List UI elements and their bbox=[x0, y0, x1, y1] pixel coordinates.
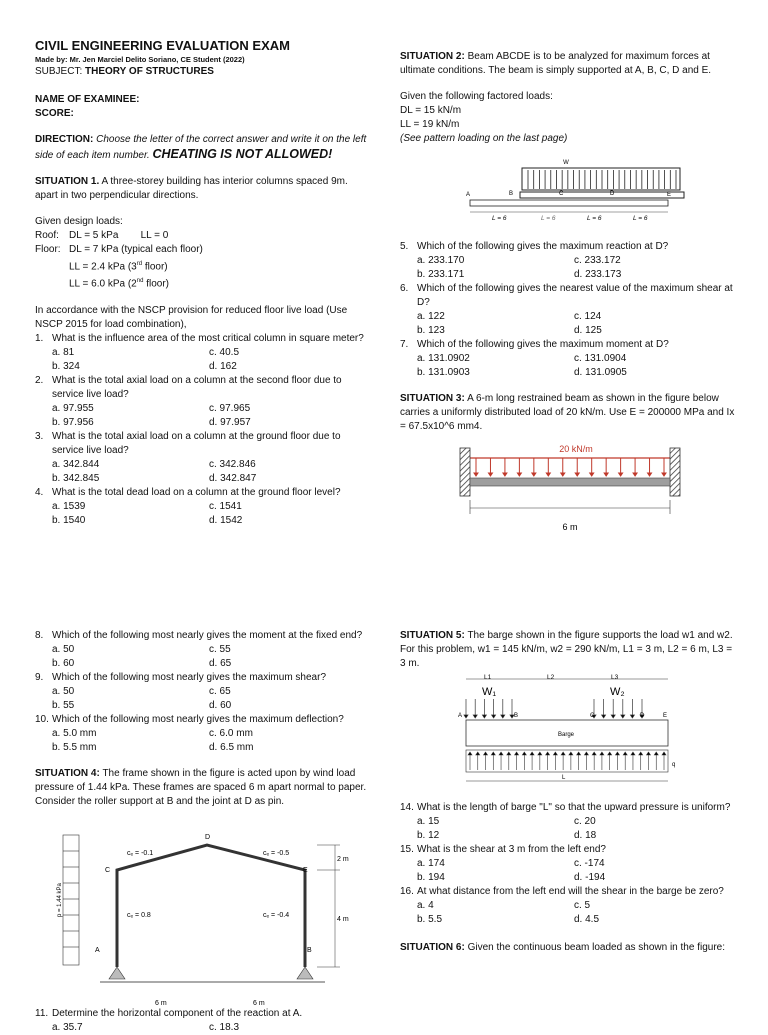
beam-abcde-figure bbox=[400, 154, 736, 234]
option-c[interactable]: c. 131.0904 bbox=[574, 353, 627, 364]
question-7-options bbox=[417, 352, 736, 380]
option-a[interactable]: a. 35.7 bbox=[52, 1022, 83, 1033]
arrow-head bbox=[464, 715, 468, 718]
question-3: 3. What is the total axial load on a column at the ground floor due to service live load? bbox=[35, 430, 341, 456]
option-a[interactable]: a. 122 bbox=[417, 311, 445, 322]
fig-a-label: A bbox=[466, 192, 471, 198]
option-c[interactable]: c. 40.5 bbox=[209, 346, 240, 358]
arrow-head bbox=[492, 715, 496, 718]
right-column-top bbox=[400, 50, 736, 540]
arrow-head bbox=[546, 473, 550, 476]
fig-w-label: W bbox=[563, 160, 569, 166]
option-d[interactable]: d. 18 bbox=[574, 830, 597, 841]
arrow-head bbox=[503, 473, 507, 476]
frame-members bbox=[117, 845, 305, 967]
option-d[interactable]: d. 1542 bbox=[209, 514, 243, 526]
situation6-intro: SITUATION 6: Given the continuous beam loaded as shown in the figure: bbox=[400, 942, 725, 953]
height-dims bbox=[317, 845, 340, 967]
span-4-label: L = 6 bbox=[633, 215, 648, 222]
left-column-bottom bbox=[35, 629, 370, 1035]
option-b[interactable]: b. 60 bbox=[52, 658, 75, 669]
exam-title: CIVIL ENGINEERING EVALUATION EXAM bbox=[35, 38, 290, 53]
question-10: 10. Which of the following most nearly gives the maximum deflection? bbox=[35, 714, 344, 725]
option-d[interactable]: d. 65 bbox=[209, 658, 232, 669]
option-a[interactable]: a. 15 bbox=[417, 816, 440, 827]
arrow-head bbox=[630, 715, 634, 718]
arrow-head bbox=[590, 473, 594, 476]
span-1-label: L = 6 bbox=[492, 215, 507, 222]
option-d[interactable]: d. 60 bbox=[209, 700, 232, 711]
coef-3: cₑ = 0.8 bbox=[127, 912, 151, 919]
fixed-beam-figure bbox=[400, 440, 736, 540]
option-a[interactable]: a. 4 bbox=[417, 900, 434, 911]
option-a[interactable]: a. 5.0 mm bbox=[52, 728, 97, 739]
option-a[interactable]: a. 50 bbox=[52, 686, 75, 697]
floor-ll-3rd: LL = 2.4 kPa (3rd floor) bbox=[69, 261, 168, 273]
question-5-options bbox=[417, 254, 736, 282]
arrow-head bbox=[604, 473, 608, 476]
question-16-options bbox=[417, 899, 736, 927]
label-c: C bbox=[590, 713, 595, 719]
w1-arrows bbox=[464, 699, 514, 718]
option-a[interactable]: a. 1539 bbox=[52, 500, 86, 512]
support-b bbox=[297, 967, 313, 979]
situation2-note: (See pattern loading on the last page) bbox=[400, 133, 568, 144]
option-d[interactable]: d. 4.5 bbox=[574, 914, 600, 925]
option-a[interactable]: a. 174 bbox=[417, 858, 445, 869]
question-6: 6. Which of the following gives the nearest value of the maximum shear at D? bbox=[400, 283, 733, 308]
situation2-ll: LL = 19 kN/m bbox=[400, 119, 460, 130]
situation2-intro: SITUATION 2: Beam ABCDE is to be analyzed for maximum forces at ultimate conditions. The beam is simply supported at A, B, C, D and E. bbox=[400, 51, 712, 76]
option-b[interactable]: b. 5.5 bbox=[417, 914, 443, 925]
option-b[interactable]: b. 233.171 bbox=[417, 269, 465, 280]
beam bbox=[470, 478, 670, 486]
pressure-diagram bbox=[63, 835, 79, 965]
frame-figure bbox=[35, 817, 370, 1007]
label-e: E bbox=[663, 713, 668, 719]
length-label: L bbox=[562, 775, 566, 781]
joint-b-label: B bbox=[307, 947, 312, 954]
option-d[interactable]: d. 97.957 bbox=[209, 416, 251, 428]
option-b[interactable]: b. 123 bbox=[417, 325, 445, 336]
width-2: 6 m bbox=[253, 1000, 265, 1007]
option-d[interactable]: d. 162 bbox=[209, 360, 237, 372]
floor-loads: Floor: DL = 7 kPa (typical each floor) bbox=[35, 244, 203, 255]
option-d[interactable]: d. 6.5 mm bbox=[209, 742, 254, 753]
option-c[interactable]: c. 5 bbox=[574, 900, 591, 911]
option-d[interactable]: d. 131.0905 bbox=[574, 367, 627, 378]
w2-arrows bbox=[592, 699, 644, 718]
option-a[interactable]: a. 97.955 bbox=[52, 402, 94, 414]
question-6-options bbox=[417, 310, 736, 338]
option-c[interactable]: c. 6.0 mm bbox=[209, 728, 253, 739]
joint-d-label: D bbox=[205, 834, 211, 841]
situation4-intro: SITUATION 4: The frame shown in the figure is acted upon by wind load pressure of 1.44 kPa. These frames are spaced 6 m apart normal to paper. Consider the roller support at B and the joint at D as pin. bbox=[35, 768, 367, 807]
question-1: 1. What is the influence area of the most critical column in square meter? bbox=[35, 332, 364, 344]
option-a[interactable]: a. 131.0902 bbox=[417, 353, 470, 364]
question-7: 7. Which of the following gives the maximum moment at D? bbox=[400, 339, 669, 350]
joint-c-label: C bbox=[105, 867, 111, 874]
barge-label: Barge bbox=[558, 732, 575, 738]
coef-1: cₑ = -0.1 bbox=[127, 850, 154, 857]
option-a[interactable]: a. 342.844 bbox=[52, 458, 100, 470]
situation1-intro: SITUATION 1. A three-storey building has interior columns spaced 9m. apart in two perpendicular directions. bbox=[35, 176, 348, 201]
left-wall bbox=[460, 448, 470, 496]
option-a[interactable]: a. 81 bbox=[52, 346, 75, 358]
coef-4: cₑ = -0.4 bbox=[263, 912, 290, 919]
fig-b-label: B bbox=[509, 191, 514, 197]
dim-l1: L1 bbox=[484, 674, 492, 681]
arrow-head bbox=[602, 715, 606, 718]
beam-body bbox=[520, 192, 684, 198]
option-c[interactable]: c. 55 bbox=[209, 644, 231, 655]
option-b[interactable]: b. 55 bbox=[52, 700, 75, 711]
question-15-options bbox=[417, 857, 736, 885]
situation3-intro: SITUATION 3: A 6-m long restrained beam as shown in the figure below carries a uniformly distributed load of 20 kN/m. Use E = 200000 MPa and Ix = 67.5x10^6 mm4. bbox=[400, 393, 735, 432]
support-a bbox=[109, 967, 125, 979]
examinee-name-label: NAME OF EXAMINEE: bbox=[35, 94, 140, 105]
fig-d-label: D bbox=[610, 191, 615, 197]
label-a: A bbox=[458, 713, 463, 719]
question-9: 9. Which of the following most nearly gives the maximum shear? bbox=[35, 672, 327, 683]
option-b[interactable]: b. 324 bbox=[52, 360, 80, 372]
span-label: 6 m bbox=[562, 522, 578, 532]
arrow-head bbox=[482, 715, 486, 718]
arrow-head bbox=[621, 715, 625, 718]
barge-figure bbox=[400, 673, 736, 795]
question-9-options bbox=[52, 685, 370, 713]
fig-c-label: C bbox=[559, 191, 564, 197]
option-c[interactable]: c. 342.846 bbox=[209, 458, 256, 470]
question-15: 15. What is the shear at 3 m from the left end? bbox=[400, 844, 606, 855]
option-c[interactable]: c. -174 bbox=[574, 858, 605, 869]
dim-l3: L3 bbox=[611, 674, 619, 681]
option-b[interactable]: b. 12 bbox=[417, 830, 440, 841]
arrow-head bbox=[662, 473, 666, 476]
option-c[interactable]: c. 233.172 bbox=[574, 255, 621, 266]
question-11: 11. Determine the horizontal component of the reaction at A. bbox=[35, 1008, 303, 1019]
option-b[interactable]: b. 194 bbox=[417, 872, 445, 883]
joint-a-label: A bbox=[95, 947, 100, 954]
question-16: 16. At what distance from the left end will the shear in the barge be zero? bbox=[400, 886, 724, 897]
question-1-options bbox=[52, 346, 370, 374]
arrow-head bbox=[473, 715, 477, 718]
arrow-head bbox=[648, 473, 652, 476]
span-3-label: L = 6 bbox=[587, 215, 602, 222]
arrow-head bbox=[517, 473, 521, 476]
question-8: 8. Which of the following most nearly gives the moment at the fixed end? bbox=[35, 630, 363, 641]
option-c[interactable]: c. 124 bbox=[574, 311, 602, 322]
nscp-note: In accordance with the NSCP provision for reduced floor live load (Use NSCP 2015 for load combination), bbox=[35, 304, 348, 330]
situation5-intro: SITUATION 5: The barge shown in the figure supports the load w1 and w2. For this problem, w1 = 145 kN/m, w2 = 290 kN/m, L1 = 3 m, L2 = 6 m, L3 = 3 m. bbox=[400, 630, 733, 669]
question-10-options bbox=[52, 727, 370, 755]
pressure-block bbox=[466, 750, 668, 772]
option-c[interactable]: c. 97.965 bbox=[209, 402, 251, 414]
beam-lower bbox=[470, 200, 668, 206]
option-d[interactable]: d. 233.173 bbox=[574, 269, 622, 280]
height-2m: 2 m bbox=[337, 856, 349, 863]
option-b[interactable]: b. 97.956 bbox=[52, 416, 94, 428]
joint-e-label: E bbox=[303, 867, 308, 874]
question-4-options bbox=[52, 500, 370, 528]
arrow-head bbox=[619, 473, 623, 476]
option-b[interactable]: b. 5.5 mm bbox=[52, 742, 97, 753]
option-b[interactable]: b. 131.0903 bbox=[417, 367, 470, 378]
option-b[interactable]: b. 1540 bbox=[52, 514, 86, 526]
option-c[interactable]: c. 20 bbox=[574, 816, 596, 827]
left-column-top bbox=[35, 38, 370, 528]
pressure-label: p = 1.44 kPa bbox=[57, 883, 63, 917]
dim-l2: L2 bbox=[547, 674, 555, 681]
load-block bbox=[522, 168, 680, 190]
udl-label: 20 kN/m bbox=[559, 444, 593, 454]
udl-arrows bbox=[474, 458, 666, 476]
option-a[interactable]: a. 50 bbox=[52, 644, 75, 655]
arrow-head bbox=[611, 715, 615, 718]
subject-line: SUBJECT: THEORY OF STRUCTURES bbox=[35, 66, 214, 77]
arrow-head bbox=[575, 473, 579, 476]
floor-ll-2nd: LL = 6.0 kPa (2nd floor) bbox=[69, 278, 169, 290]
option-b[interactable]: b. 342.845 bbox=[52, 472, 100, 484]
option-d[interactable]: d. 125 bbox=[574, 325, 602, 336]
made-by: Made by: Mr. Jen Marciel Delito Soriano, CE Student (2022) bbox=[35, 55, 245, 64]
option-d[interactable]: d. 342.847 bbox=[209, 472, 257, 484]
situation2-given: Given the following factored loads: bbox=[400, 91, 553, 102]
arrow-head bbox=[561, 473, 565, 476]
width-1: 6 m bbox=[155, 1000, 167, 1007]
right-column-bottom bbox=[400, 629, 736, 955]
arrow-head bbox=[501, 715, 505, 718]
question-2: 2. What is the total axial load on a column at the second floor due to service live load? bbox=[35, 374, 342, 400]
question-11-options bbox=[52, 1021, 370, 1035]
arrow-head bbox=[488, 473, 492, 476]
coef-2: cₑ = -0.5 bbox=[263, 850, 290, 857]
question-3-options bbox=[52, 458, 370, 486]
direction: DIRECTION: Choose the letter of the correct answer and write it on the left side of each item number. CHEATING IS NOT ALLOWED! bbox=[35, 134, 367, 161]
q-label: q bbox=[672, 762, 676, 768]
label-b: B bbox=[514, 713, 519, 719]
option-c[interactable]: c. 1541 bbox=[209, 500, 242, 512]
question-4: 4. What is the total dead load on a column at the ground floor level? bbox=[35, 486, 341, 498]
question-14-options bbox=[417, 815, 736, 843]
right-wall bbox=[670, 448, 680, 496]
label-d: D bbox=[640, 713, 645, 719]
w1-label: W₁ bbox=[482, 686, 497, 698]
question-2-options bbox=[52, 402, 370, 430]
arrow-head bbox=[474, 473, 478, 476]
option-c[interactable]: c. 18.3 bbox=[209, 1022, 240, 1033]
situation1-given: Given design loads: bbox=[35, 216, 123, 227]
span-2-label: L = 6 bbox=[541, 215, 556, 222]
option-c[interactable]: c. 65 bbox=[209, 686, 231, 697]
question-14: 14. What is the length of barge "L" so that the upward pressure is uniform? bbox=[400, 802, 731, 813]
score-label: SCORE: bbox=[35, 108, 74, 119]
question-8-options bbox=[52, 643, 370, 671]
arrow-head bbox=[633, 473, 637, 476]
w2-label: W₂ bbox=[610, 686, 625, 698]
fig-e-label: E bbox=[667, 192, 672, 198]
arrow-head bbox=[532, 473, 536, 476]
roof-loads: Roof: DL = 5 kPa LL = 0 bbox=[35, 230, 169, 241]
option-d[interactable]: d. -194 bbox=[574, 872, 606, 883]
height-4m: 4 m bbox=[337, 916, 349, 923]
situation2-dl: DL = 15 kN/m bbox=[400, 105, 462, 116]
option-a[interactable]: a. 233.170 bbox=[417, 255, 465, 266]
question-5: 5. Which of the following gives the maximum reaction at D? bbox=[400, 241, 669, 252]
